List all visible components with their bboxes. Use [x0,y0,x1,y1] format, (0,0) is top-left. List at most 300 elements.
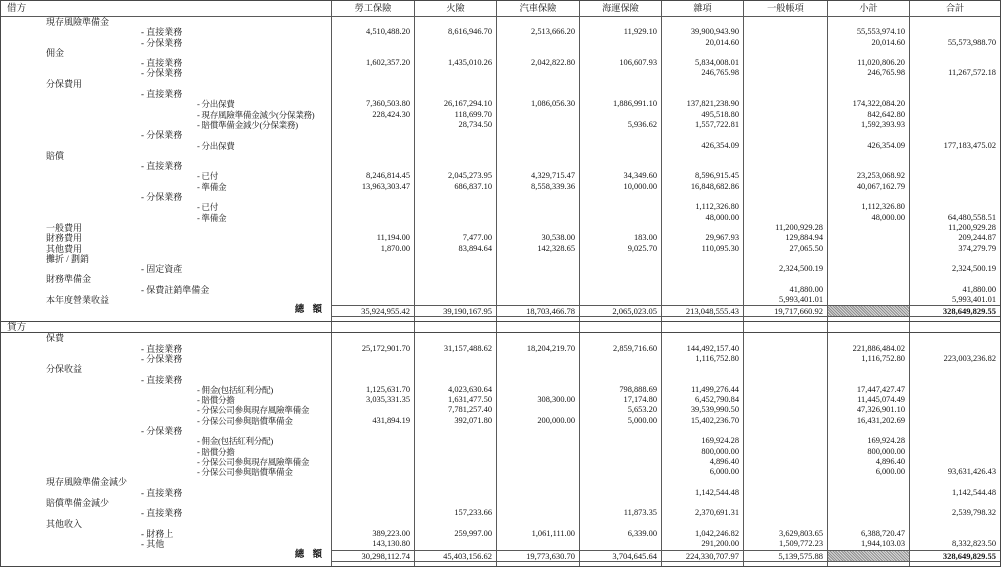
table-row [1,333,1000,343]
cell-grand-total [909,171,1000,181]
cell-motor-insurance [496,477,579,487]
cell-general-accounts [743,192,827,202]
cell-miscellaneous [661,17,743,27]
cell-subtotal [827,48,909,58]
table-row [1,254,1000,264]
cell-motor-insurance [496,457,579,467]
cell-motor-insurance [496,447,579,457]
cell-grand-total: 328,649,829.55 [909,550,1000,562]
cell-miscellaneous: 6,000.00 [661,467,743,477]
row-label: - 現存風險準備金減少(分保業務) [197,109,315,120]
cell-subtotal [827,89,909,99]
cell-subtotal [827,233,909,243]
row-label: 分保費用 [46,78,83,89]
cell-marine-insurance: 1,886,991.10 [579,99,661,109]
cell-grand-total [909,364,1000,374]
table-row [1,171,1000,181]
cell-general-accounts [743,110,827,120]
cell-grand-total [909,405,1000,415]
cell-marine-insurance [579,151,661,161]
cell-marine-insurance [579,354,661,364]
cell-subtotal: 1,112,326.80 [827,202,909,212]
cell-fire-insurance [414,519,496,529]
table-row [1,38,1000,48]
cell-marine-insurance [579,192,661,202]
cell-labour-insurance [331,17,414,27]
cell-miscellaneous [661,285,743,295]
cell-general-accounts: 41,880.00 [743,285,827,295]
row-label: - 賠償分擔 [197,446,235,457]
cell-motor-insurance: 1,061,111.00 [496,529,579,539]
cell-labour-insurance [331,375,414,385]
cell-fire-insurance: 8,616,946.70 [414,27,496,37]
cell-motor-insurance [496,364,579,374]
cell-subtotal: 20,014.60 [827,38,909,48]
col-header-grand-total: 合計 [909,1,1000,16]
cell-subtotal [827,295,909,305]
cell-motor-insurance [496,285,579,295]
cell-fire-insurance [414,467,496,477]
cell-labour-insurance [331,161,414,171]
table-row [1,182,1000,192]
cell-fire-insurance: 7,477.00 [414,233,496,243]
total-row [1,550,1000,562]
cell-grand-total: 328,649,829.55 [909,305,1000,317]
cell-marine-insurance [579,89,661,99]
cell-labour-insurance [331,508,414,518]
cell-general-accounts [743,182,827,192]
row-label: 其他收入 [46,518,83,529]
cell-miscellaneous [661,89,743,99]
cell-marine-insurance: 11,873.35 [579,508,661,518]
cell-grand-total [909,161,1000,171]
row-label: - 分保業務 [141,192,183,203]
cell-marine-insurance [579,141,661,151]
cell-motor-insurance [496,68,579,78]
cell-labour-insurance: 3,035,331.35 [331,395,414,405]
cell-grand-total [909,58,1000,68]
cell-motor-insurance: 18,204,219.70 [496,344,579,354]
col-header-miscellaneous: 雜項 [661,1,743,16]
table-row [1,539,1000,549]
row-label: - 分保公司參與現存風險準備金 [197,456,310,467]
cell-marine-insurance: 5,936.62 [579,120,661,130]
cell-miscellaneous [661,498,743,508]
cell-subtotal: 6,388,720.47 [827,529,909,539]
cell-subtotal [827,488,909,498]
col-header-general-accounts: 一般帳項 [743,1,827,16]
cell-subtotal [827,254,909,264]
cell-marine-insurance [579,130,661,140]
cell-miscellaneous: 2,370,691.31 [661,508,743,518]
cell-motor-insurance [496,79,579,89]
cell-fire-insurance [414,354,496,364]
row-label: - 分出保費 [197,140,235,151]
debit-section-label: 借方 [7,3,27,14]
cell-motor-insurance: 200,000.00 [496,416,579,426]
row-label: 本年度營業收益 [46,295,110,306]
cell-subtotal: 17,447,427.47 [827,385,909,395]
cell-grand-total: 5,993,401.01 [909,295,1000,305]
cell-labour-insurance [331,254,414,264]
cell-fire-insurance: 28,734.50 [414,120,496,130]
cell-motor-insurance [496,89,579,99]
cell-motor-insurance: 1,086,056.30 [496,99,579,109]
cell-fire-insurance [414,17,496,27]
cell-fire-insurance [414,130,496,140]
cell-miscellaneous: 8,596,915.45 [661,171,743,181]
cell-miscellaneous [661,254,743,264]
cell-marine-insurance [579,254,661,264]
cell-labour-insurance: 35,924,955.42 [331,305,414,317]
cell-motor-insurance [496,223,579,233]
cell-grand-total [909,182,1000,192]
cell-motor-insurance [496,436,579,446]
cell-marine-insurance [579,447,661,457]
cell-general-accounts [743,38,827,48]
cell-subtotal [827,264,909,274]
cell-miscellaneous: 16,848,682.86 [661,182,743,192]
table-row [1,477,1000,487]
cell-fire-insurance [414,498,496,508]
credit-section-label: 貸方 [7,322,27,334]
cell-labour-insurance: 13,963,303.47 [331,182,414,192]
cell-labour-insurance [331,519,414,529]
cell-subtotal [827,375,909,385]
row-label: - 財務上 [141,528,174,539]
cell-grand-total: 55,573,988.70 [909,38,1000,48]
cell-general-accounts: 2,324,500.19 [743,264,827,274]
row-label: 財務準備金 [46,274,92,285]
cell-labour-insurance [331,426,414,436]
cell-fire-insurance: 686,837.10 [414,182,496,192]
cell-fire-insurance [414,213,496,223]
cell-general-accounts [743,457,827,467]
credit-section [1,333,1000,561]
credit-band [1,321,1000,333]
table-row [1,48,1000,58]
cell-fire-insurance [414,436,496,446]
cell-grand-total: 64,480,558.51 [909,213,1000,223]
cell-general-accounts [743,333,827,343]
cell-fire-insurance: 4,023,630.64 [414,385,496,395]
cell-subtotal: 48,000.00 [827,213,909,223]
cell-marine-insurance: 17,174.80 [579,395,661,405]
cell-fire-insurance [414,274,496,284]
cell-miscellaneous: 495,518.80 [661,110,743,120]
cell-labour-insurance [331,79,414,89]
cell-grand-total: 177,183,475.02 [909,141,1000,151]
cell-motor-insurance [496,426,579,436]
cell-fire-insurance: 26,167,294.10 [414,99,496,109]
row-label: - 分出保費 [197,99,235,110]
table-row [1,99,1000,109]
total-row-label: 總 額 [294,549,325,560]
cell-general-accounts [743,213,827,223]
cell-labour-insurance: 7,360,503.80 [331,99,414,109]
cell-general-accounts [743,17,827,27]
cell-marine-insurance: 9,025.70 [579,244,661,254]
cell-fire-insurance: 392,071.80 [414,416,496,426]
cell-subtotal [827,79,909,89]
cell-miscellaneous: 144,492,157.40 [661,344,743,354]
cell-subtotal [827,17,909,27]
cell-marine-insurance [579,264,661,274]
cell-general-accounts [743,130,827,140]
row-label: - 直接業務 [141,374,183,385]
cell-marine-insurance [579,48,661,58]
cell-grand-total [909,344,1000,354]
row-label: - 分保業務 [141,425,183,436]
row-label: - 固定資產 [141,264,183,275]
cell-miscellaneous: 291,200.00 [661,539,743,549]
cell-miscellaneous: 110,095.30 [661,244,743,254]
cell-general-accounts [743,354,827,364]
cell-grand-total [909,426,1000,436]
cell-labour-insurance: 143,130.80 [331,539,414,549]
cell-subtotal: 426,354.09 [827,141,909,151]
cell-motor-insurance [496,519,579,529]
cell-labour-insurance [331,488,414,498]
cell-labour-insurance [331,223,414,233]
cell-fire-insurance: 157,233.66 [414,508,496,518]
cell-marine-insurance [579,161,661,171]
cell-motor-insurance: 30,538.00 [496,233,579,243]
cell-grand-total: 11,267,572.18 [909,68,1000,78]
cell-grand-total [909,120,1000,130]
row-label: - 分保業務 [141,37,183,48]
table-row [1,416,1000,426]
cell-miscellaneous: 48,000.00 [661,213,743,223]
cell-subtotal: 174,322,084.20 [827,99,909,109]
cell-subtotal [827,364,909,374]
row-label: - 賠償準備金減少(分保業務) [197,119,298,130]
cell-miscellaneous: 1,116,752.80 [661,354,743,364]
cell-general-accounts [743,519,827,529]
cell-motor-insurance [496,508,579,518]
cell-grand-total [909,151,1000,161]
cell-fire-insurance [414,539,496,549]
cell-marine-insurance [579,68,661,78]
cell-labour-insurance [331,436,414,446]
cell-marine-insurance: 6,339.00 [579,529,661,539]
cell-marine-insurance [579,375,661,385]
table-row [1,264,1000,274]
cell-miscellaneous [661,192,743,202]
cell-subtotal [827,426,909,436]
cell-general-accounts: 5,993,401.01 [743,295,827,305]
row-label: 現存風險準備金 [46,17,110,27]
cell-general-accounts [743,436,827,446]
cell-marine-insurance [579,477,661,487]
cell-grand-total [909,202,1000,212]
cell-marine-insurance [579,539,661,549]
table-row [1,447,1000,457]
row-label: - 已付 [197,202,218,213]
cell-marine-insurance [579,274,661,284]
cell-motor-insurance: 308,300.00 [496,395,579,405]
cell-miscellaneous [661,48,743,58]
cell-fire-insurance: 83,894.64 [414,244,496,254]
cell-miscellaneous: 1,142,544.48 [661,488,743,498]
cell-general-accounts [743,508,827,518]
cell-subtotal [827,192,909,202]
cell-fire-insurance: 31,157,488.62 [414,344,496,354]
cell-miscellaneous [661,161,743,171]
cell-fire-insurance [414,457,496,467]
cell-general-accounts [743,171,827,181]
cell-labour-insurance [331,447,414,457]
cell-miscellaneous: 6,452,790.84 [661,395,743,405]
row-label: 保費 [46,333,65,344]
table-row [1,488,1000,498]
cell-motor-insurance [496,274,579,284]
cell-marine-insurance [579,285,661,295]
cell-subtotal [827,130,909,140]
cell-motor-insurance: 2,042,822.80 [496,58,579,68]
cell-miscellaneous: 426,354.09 [661,141,743,151]
cell-general-accounts [743,426,827,436]
cell-labour-insurance: 1,602,357.20 [331,58,414,68]
cell-grand-total [909,192,1000,202]
table-row [1,274,1000,284]
cell-marine-insurance: 34,349.60 [579,171,661,181]
cell-general-accounts [743,488,827,498]
cell-grand-total [909,27,1000,37]
cell-labour-insurance: 389,223.00 [331,529,414,539]
table-row [1,354,1000,364]
cell-grand-total [909,89,1000,99]
table-row [1,68,1000,78]
cell-subtotal: 246,765.98 [827,68,909,78]
cell-motor-insurance: 4,329,715.47 [496,171,579,181]
cell-grand-total [909,519,1000,529]
cell-grand-total [909,17,1000,27]
cell-marine-insurance [579,364,661,374]
cell-miscellaneous [661,79,743,89]
cell-motor-insurance [496,151,579,161]
cell-subtotal [827,161,909,171]
col-header-fire-insurance: 火險 [414,1,496,16]
cell-miscellaneous: 5,834,008.01 [661,58,743,68]
cell-grand-total [909,333,1000,343]
cell-grand-total [909,447,1000,457]
cell-motor-insurance [496,38,579,48]
cell-subtotal: 842,642.80 [827,110,909,120]
cell-general-accounts: 5,139,575.88 [743,550,827,562]
row-label: - 準備金 [197,181,227,192]
cell-subtotal [827,333,909,343]
cell-fire-insurance: 118,699.70 [414,110,496,120]
cell-general-accounts [743,58,827,68]
table-row [1,233,1000,243]
cell-miscellaneous [661,333,743,343]
cell-fire-insurance [414,426,496,436]
cell-miscellaneous [661,375,743,385]
cell-marine-insurance [579,467,661,477]
cell-miscellaneous: 15,402,236.70 [661,416,743,426]
cell-subtotal: 1,944,103.03 [827,539,909,549]
table-row [1,141,1000,151]
cell-general-accounts [743,48,827,58]
cell-miscellaneous [661,477,743,487]
row-label: - 直接業務 [141,27,183,38]
cell-fire-insurance: 259,997.00 [414,529,496,539]
cell-motor-insurance [496,192,579,202]
cell-subtotal [827,223,909,233]
cell-miscellaneous: 800,000.00 [661,447,743,457]
cell-fire-insurance [414,254,496,264]
cell-general-accounts [743,364,827,374]
cell-motor-insurance [496,264,579,274]
cell-miscellaneous: 4,896.40 [661,457,743,467]
table-row [1,467,1000,477]
cell-motor-insurance: 142,328.65 [496,244,579,254]
cell-general-accounts [743,89,827,99]
cell-fire-insurance [414,477,496,487]
cell-labour-insurance [331,354,414,364]
cell-grand-total: 11,200,929.28 [909,223,1000,233]
cell-general-accounts [743,385,827,395]
cell-general-accounts [743,68,827,78]
col-header-labour-insurance: 勞工保險 [331,1,414,16]
cell-motor-insurance [496,202,579,212]
table-row [1,426,1000,436]
row-label: 分保收益 [46,364,83,375]
cell-motor-insurance [496,48,579,58]
row-label: 財務費用 [46,233,83,244]
table-row [1,395,1000,405]
cell-subtotal: 1,116,752.80 [827,354,909,364]
cell-subtotal: 40,067,162.79 [827,182,909,192]
cell-labour-insurance: 431,894.19 [331,416,414,426]
cell-subtotal: 11,020,806.20 [827,58,909,68]
cell-fire-insurance [414,192,496,202]
table-row [1,213,1000,223]
row-label: 佣金 [46,47,65,58]
row-label: - 保費註銷準備金 [141,284,210,295]
cell-labour-insurance [331,364,414,374]
cell-grand-total [909,457,1000,467]
cell-fire-insurance [414,38,496,48]
row-label: - 直接業務 [141,161,183,172]
table-row [1,498,1000,508]
cell-motor-insurance: 18,703,466.78 [496,305,579,317]
row-label: - 賠償分擔 [197,395,235,406]
cell-general-accounts [743,202,827,212]
cell-subtotal [827,498,909,508]
cell-fire-insurance [414,68,496,78]
cell-motor-insurance [496,333,579,343]
cell-miscellaneous [661,295,743,305]
table-row [1,529,1000,539]
row-label: - 直接業務 [141,508,183,519]
cell-fire-insurance: 45,403,156.62 [414,550,496,562]
cell-labour-insurance [331,48,414,58]
table-row [1,285,1000,295]
cell-motor-insurance [496,295,579,305]
table-row [1,519,1000,529]
cell-miscellaneous: 1,042,246.82 [661,529,743,539]
cell-fire-insurance [414,79,496,89]
cell-miscellaneous [661,151,743,161]
cell-general-accounts [743,141,827,151]
cell-labour-insurance [331,264,414,274]
cell-labour-insurance [331,68,414,78]
cell-marine-insurance: 5,653.20 [579,405,661,415]
cell-marine-insurance: 5,000.00 [579,416,661,426]
cell-grand-total: 374,279.79 [909,244,1000,254]
